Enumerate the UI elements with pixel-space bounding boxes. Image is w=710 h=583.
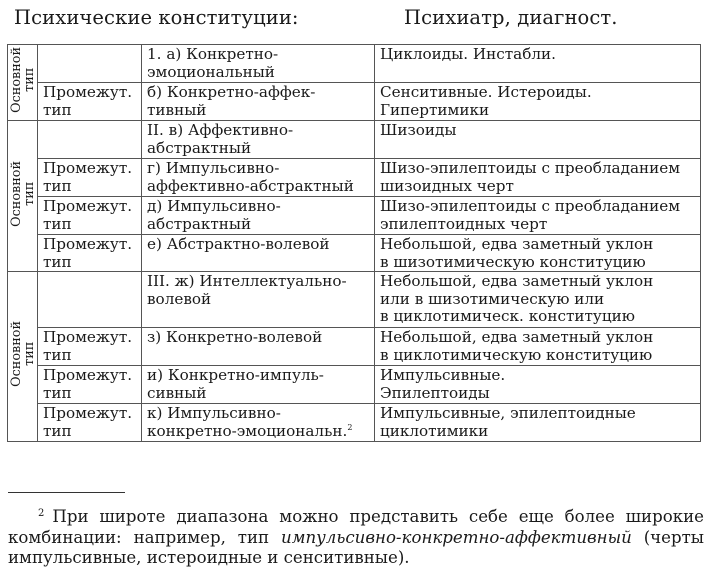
table-row — [8, 366, 701, 404]
constitution-text: III. ж) Интеллектуально- волевой — [147, 272, 347, 308]
subtype-cell — [38, 45, 142, 83]
table-row — [8, 45, 701, 83]
constitution-text: II. в) Аффективно- абстрактный — [147, 121, 294, 157]
group-label-cell — [8, 121, 38, 272]
diagnosis-cell — [375, 159, 701, 197]
subtype-cell — [38, 159, 142, 197]
diagnosis-cell — [375, 197, 701, 235]
diagnosis-cell — [375, 404, 701, 442]
diagnosis-cell — [375, 235, 701, 272]
group-label: Основной тип — [8, 321, 37, 388]
diagnosis-cell — [375, 366, 701, 404]
subtype-cell — [38, 121, 142, 159]
table-row — [8, 404, 701, 442]
group-label: Основной тип — [8, 160, 37, 227]
footnote-mark: 2 — [38, 508, 45, 519]
constitution-text: г) Импульсивно- аффективно-абстрактный — [147, 159, 354, 195]
group-label-cell — [8, 272, 38, 442]
constitution-text: к) Импульсивно- конкретно-эмоциональн. — [147, 404, 348, 440]
constitution-cell — [142, 45, 375, 83]
subtype-label: Промежут. тип — [43, 197, 133, 233]
subtype-cell — [38, 83, 142, 121]
footnote — [8, 507, 704, 569]
constitution-cell — [142, 272, 375, 328]
footnote-text-after: (черты импульсивные, истероидные и сенситивные). — [8, 527, 704, 567]
footnote-italic-term: импульсивно-конкретно-аффективный — [281, 527, 632, 547]
subtype-cell — [38, 197, 142, 235]
subtype-label: Промежут. тип — [43, 159, 133, 195]
diagnosis-text: Импульсивные. Эпилептоиды — [380, 366, 506, 402]
constitution-cell — [142, 197, 375, 235]
table-row — [8, 272, 701, 328]
constitution-table — [7, 44, 701, 442]
constitution-text: з) Конкретно-волевой — [147, 328, 323, 347]
group-label: Основной тип — [8, 47, 37, 114]
diagnosis-text: Шизоиды — [380, 121, 457, 139]
subtype-label: Промежут. тип — [43, 235, 133, 271]
left-column-heading: Психические конституции: — [14, 6, 299, 29]
footnote-ref: 2 — [347, 422, 353, 432]
subtype-cell — [38, 235, 142, 272]
subtype-cell — [38, 366, 142, 404]
constitution-text: 1. а) Конкретно- эмоциональный — [147, 45, 279, 81]
diagnosis-text: Импульсивные, эпилептоидные циклотимики — [380, 404, 636, 440]
subtype-label: Промежут. тип — [43, 328, 133, 364]
constitution-cell — [142, 159, 375, 197]
constitution-text: д) Импульсивно- абстрактный — [147, 197, 281, 233]
constitution-text: е) Абстрактно-волевой — [147, 235, 330, 253]
diagnosis-cell — [375, 272, 701, 328]
constitution-text: б) Конкретно-аффек- тивный — [147, 83, 316, 119]
constitution-cell — [142, 328, 375, 366]
table-row — [8, 159, 701, 197]
diagnosis-cell — [375, 121, 701, 159]
diagnosis-cell — [375, 83, 701, 121]
subtype-cell — [38, 404, 142, 442]
group-label-cell — [8, 45, 38, 121]
table-row — [8, 83, 701, 121]
subtype-cell — [38, 272, 142, 328]
diagnosis-text: Сенситивные. Истероиды. Гипертимики — [380, 83, 592, 119]
diagnosis-text: Небольшой, едва заметный уклон или в шизотимическую или в циклотимическ. конституцию — [380, 272, 654, 326]
constitution-cell — [142, 235, 375, 272]
footnote-text-before: При широте диапазона можно представить себе еще более широкие комбинации: например, тип — [8, 507, 704, 547]
right-column-heading: Психиатр, диагност. — [404, 6, 618, 29]
subtype-label: Промежут. тип — [43, 404, 133, 440]
diagnosis-text: Шизо-эпилептоиды с преобладанием эпилептоидных черт — [380, 197, 681, 233]
constitution-text: и) Конкретно-импуль- сивный — [147, 366, 324, 402]
table-row — [8, 328, 701, 366]
diagnosis-text: Небольшой, едва заметный уклон в циклотимическую конституцию — [380, 328, 654, 364]
subtype-cell — [38, 328, 142, 366]
diagnosis-text: Небольшой, едва заметный уклон в шизотимическую конституцию — [380, 235, 654, 271]
diagnosis-text: Циклоиды. Инстабли. — [380, 45, 556, 63]
constitution-cell — [142, 366, 375, 404]
diagnosis-cell — [375, 45, 701, 83]
table-row — [8, 235, 701, 272]
diagnosis-cell — [375, 328, 701, 366]
constitution-cell — [142, 83, 375, 121]
subtype-label: Промежут. тип — [43, 366, 133, 402]
table-row — [8, 121, 701, 159]
constitution-cell — [142, 404, 375, 442]
table-row — [8, 197, 701, 235]
diagnosis-text: Шизо-эпилептоиды с преобладанием шизоидных черт — [380, 159, 681, 195]
subtype-label: Промежут. тип — [43, 83, 133, 119]
constitution-cell — [142, 121, 375, 159]
footnote-divider — [8, 492, 125, 493]
